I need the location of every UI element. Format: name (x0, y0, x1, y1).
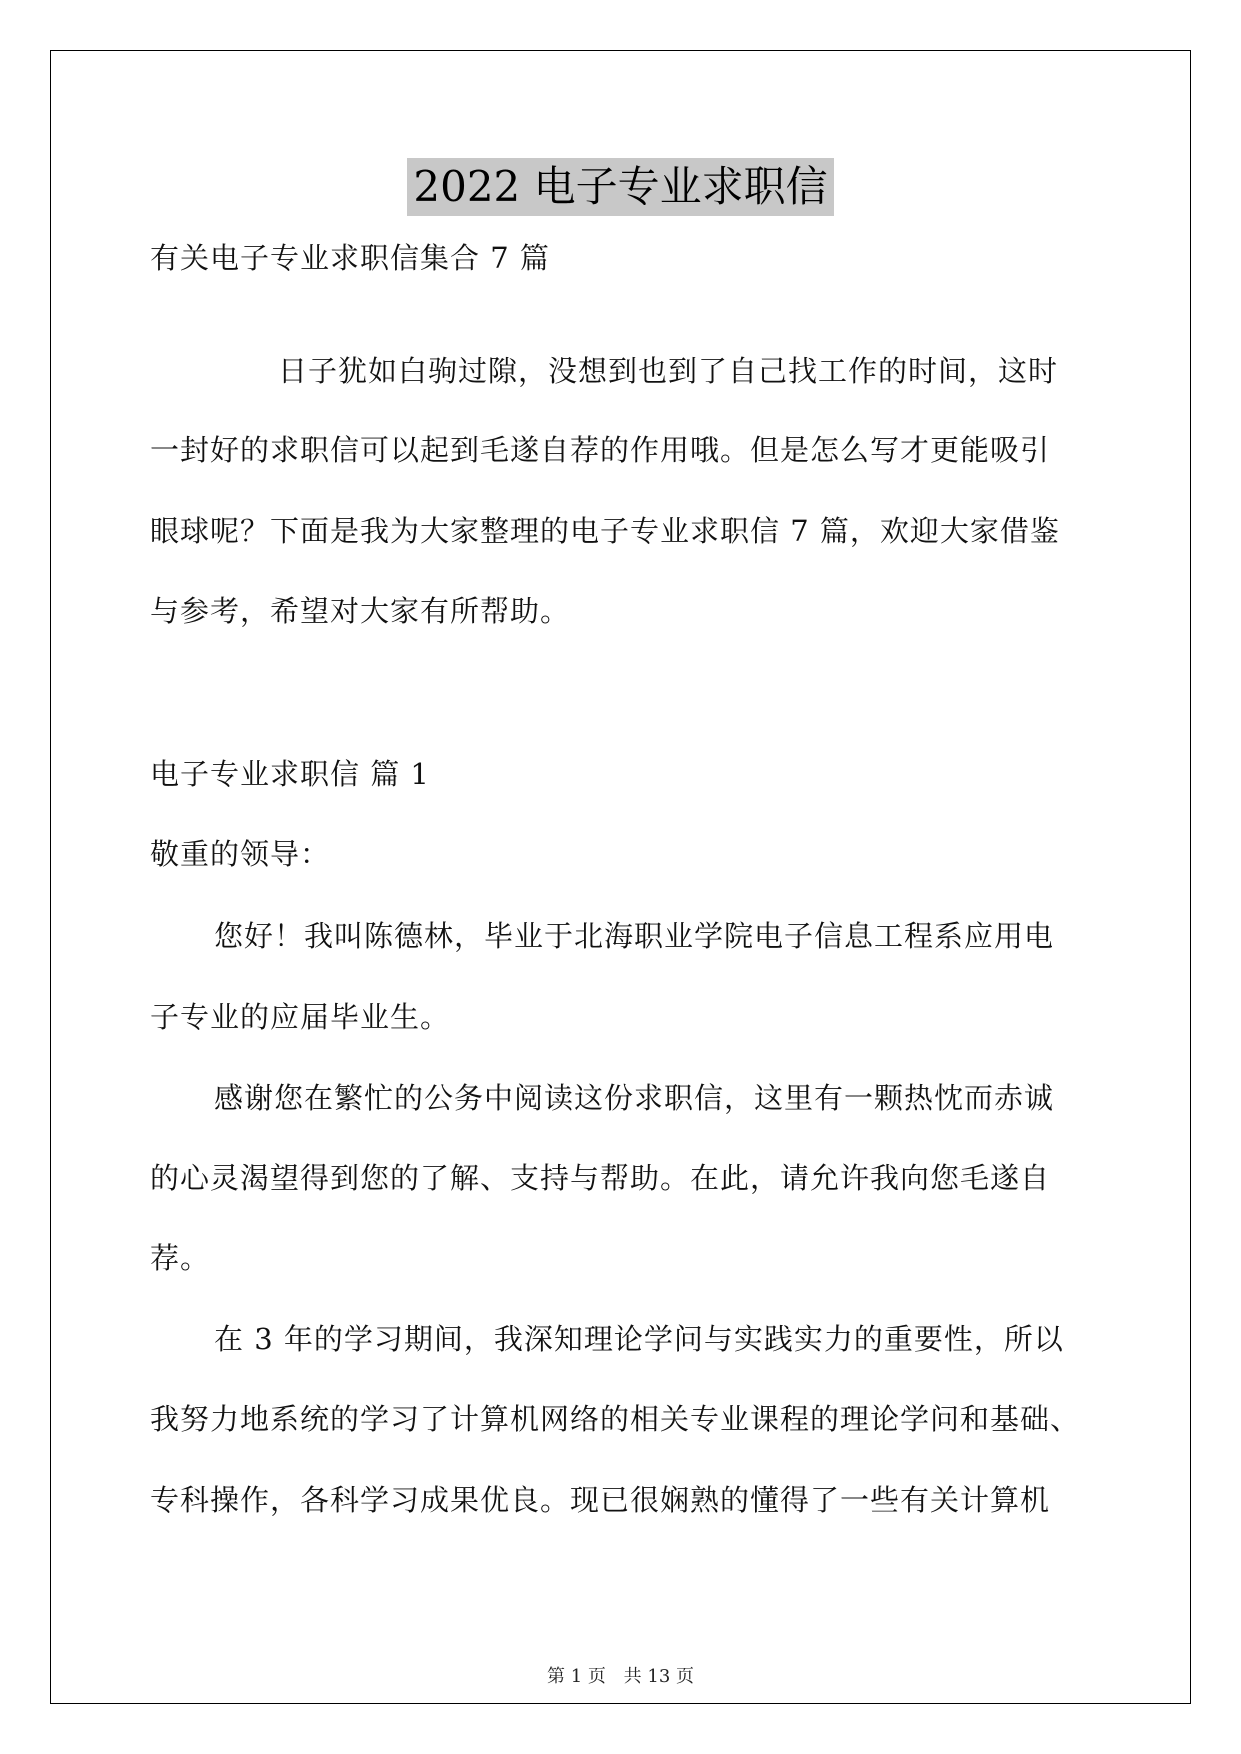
intro-line-4: 与参考，希望对大家有所帮助。 (150, 594, 571, 628)
page-total: 共 13 页 (623, 1666, 694, 1687)
page-number: 第 1 页 (547, 1666, 606, 1687)
page-border (50, 50, 1191, 1704)
intro-line-2: 一封好的求职信可以起到毛遂自荐的作用哦。但是怎么写才更能吸引 (150, 433, 1051, 467)
document-title: 2022 电子专业求职信 (407, 158, 833, 216)
body-line-3: 感谢您在繁忙的公务中阅读这份求职信，这里有一颗热忱而赤诚 (214, 1081, 1055, 1115)
body-line-1: 您好！我叫陈德林，毕业于北海职业学院电子信息工程系应用电 (214, 919, 1055, 953)
body-line-5: 荐。 (150, 1241, 211, 1275)
title-container (0, 158, 1241, 216)
section-heading: 电子专业求职信 篇 1 (150, 757, 430, 791)
salutation: 敬重的领导： (150, 837, 331, 871)
body-line-8: 专科操作，各科学习成果优良。现已很娴熟的懂得了一些有关计算机 (150, 1483, 1051, 1517)
document-subtitle: 有关电子专业求职信集合 7 篇 (150, 241, 550, 275)
page-footer (0, 1662, 1241, 1688)
body-line-2: 子专业的应届毕业生。 (150, 1000, 451, 1034)
body-line-7: 我努力地系统的学习了计算机网络的相关专业课程的理论学问和基础、 (150, 1402, 1081, 1436)
body-line-4: 的心灵渴望得到您的了解、支持与帮助。在此，请允许我向您毛遂自 (150, 1161, 1051, 1195)
intro-line-1: 日子犹如白驹过隙，没想到也到了自己找工作的时间，这时 (278, 354, 1059, 388)
intro-line-3: 眼球呢？下面是我为大家整理的电子专业求职信 7 篇，欢迎大家借鉴 (150, 514, 1060, 548)
body-line-6: 在 3 年的学习期间，我深知理论学问与实践实力的重要性，所以 (214, 1322, 1064, 1356)
